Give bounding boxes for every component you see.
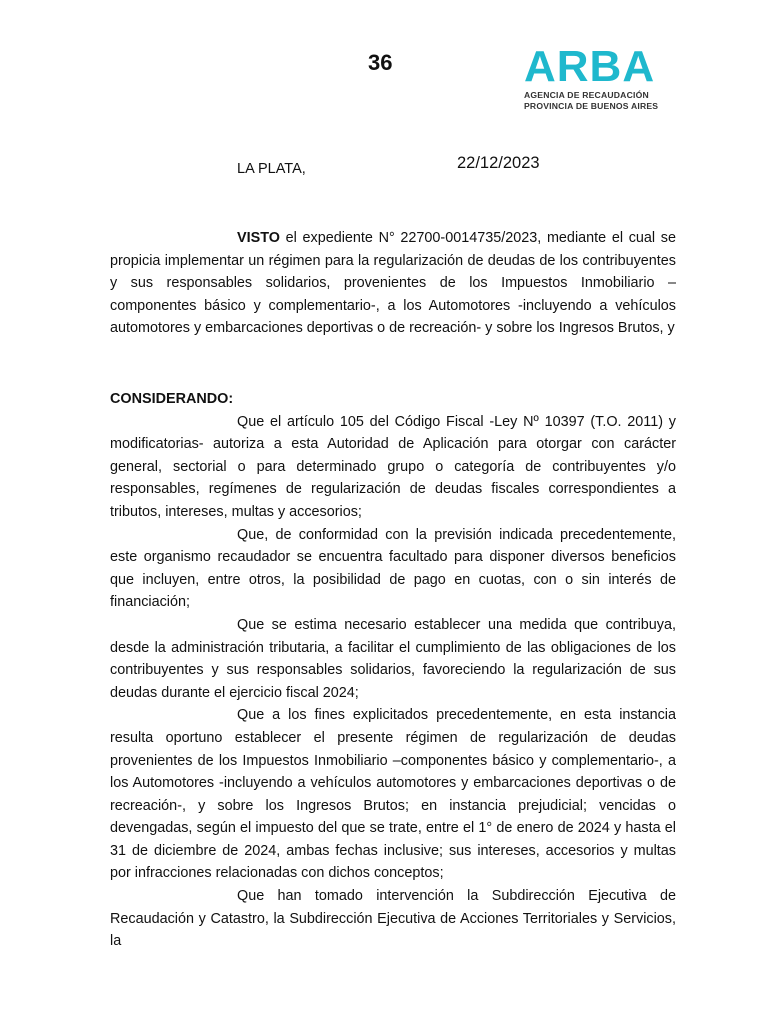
considerando-paragraph-1: Que el artículo 105 del Código Fiscal -Ley Nº 10397 (T.O. 2011) y modificatorias- autoriza a esta Autoridad de Aplicación para otorgar con carácter general, sectorial o para determinado grupo o categoría de contribuyentes y/o responsables, regímenes de regularización de deudas fiscales correspondientes a tributos, intereses, multas y accesorios; bbox=[110, 413, 676, 520]
visto-label: VISTO bbox=[237, 230, 280, 246]
place-label: LA PLATA, bbox=[237, 161, 306, 177]
logo-province-name: PROVINCIA DE BUENOS AIRES bbox=[524, 101, 659, 111]
visto-section bbox=[110, 227, 676, 340]
arba-logo bbox=[524, 44, 684, 112]
page-number: 36 bbox=[368, 50, 393, 75]
logo-agency-name: AGENCIA DE RECAUDACIÓN bbox=[524, 90, 649, 100]
logo-wordmark: ARBA bbox=[524, 42, 656, 91]
considerando-section bbox=[110, 388, 676, 953]
visto-text: el expediente N° 22700-0014735/2023, mediante el cual se propicia implementar un régimen para la regularización de deudas de los contribuyentes y sus responsables solidarios, provenientes de los Impuestos Inmobiliario –componentes básico y complementario-, a los Automotores -incluyendo a vehículos automotores y embarcaciones deportivas o de recreación- y sobre los Ingresos Brutos, y bbox=[110, 230, 676, 337]
considerando-paragraph-5: Que han tomado intervención la Subdirección Ejecutiva de Recaudación y Catastro, la Subdirección Ejecutiva de Acciones Territoriales y Servicios, la bbox=[110, 888, 676, 950]
visto-paragraph bbox=[110, 227, 676, 340]
considerando-paragraph-2: Que, de conformidad con la previsión indicada precedentemente, este organismo recaudador se encuentra facultado para disponer diversos beneficios que incluyen, entre otros, la posibilidad de pago en cuotas, con o sin interés de financiación; bbox=[110, 526, 676, 611]
considerando-paragraph-4: Que a los fines explicitados precedentemente, en esta instancia resulta oportuno establecer el presente régimen de regularización de deudas provenientes de los Impuestos Inmobiliario –componentes básico y complementario-, a los Automotores -incluyendo a vehículos automotores y embarcaciones deportivas o de recreación-, y sobre los Ingresos Brutos; en instancia prejudicial; vencidas o devengadas, según el impuesto del que se trate, entre el 1° de enero de 2024 y hasta el 31 de diciembre de 2024, ambas fechas inclusive; sus intereses, accesorios y multas por infracciones relacionadas con dichos conceptos; bbox=[110, 707, 676, 882]
document-date: 22/12/2023 bbox=[457, 154, 540, 172]
considerando-heading: CONSIDERANDO: bbox=[110, 391, 234, 407]
considerando-paragraph-3: Que se estima necesario establecer una medida que contribuya, desde la administración tributaria, a facilitar el cumplimiento de las obligaciones de los contribuyentes y sus responsables solidarios, favoreciendo la regularización de sus deudas durante el ejercicio fiscal 2024; bbox=[110, 616, 676, 701]
